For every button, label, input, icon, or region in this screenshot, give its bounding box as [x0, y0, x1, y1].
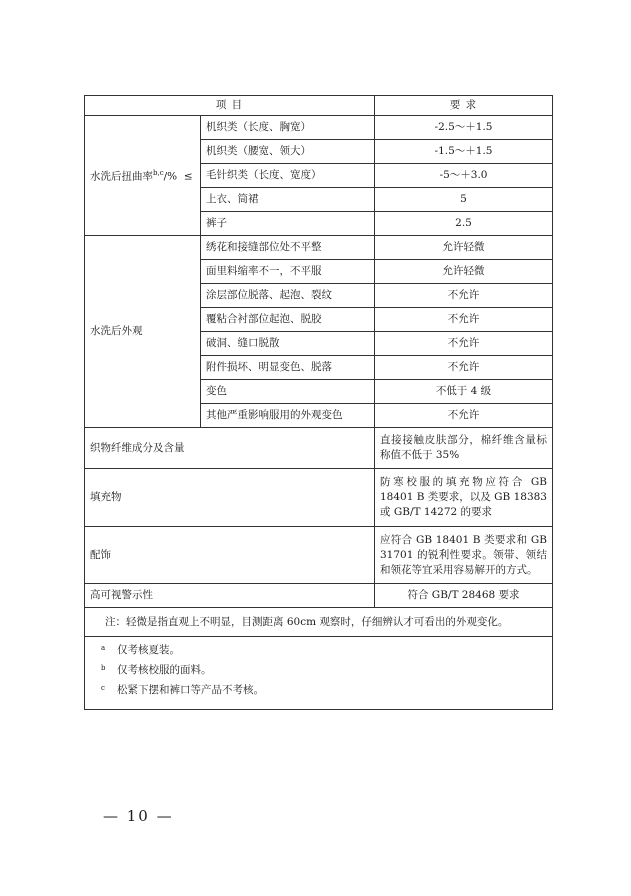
table-header-row — [85, 96, 553, 116]
row-value: 不允许 — [375, 284, 553, 308]
footnote — [101, 643, 542, 663]
requirements-table — [84, 95, 553, 710]
row-value: 不允许 — [375, 404, 553, 428]
table-row — [85, 236, 553, 260]
row-item: 面里料缩率不一，不平服 — [201, 260, 375, 284]
filling-item: 填充物 — [85, 469, 375, 527]
row-value: -2.5～＋1.5 — [375, 116, 553, 140]
row-value: 不允许 — [375, 356, 553, 380]
row-value: -5～＋3.0 — [375, 164, 553, 188]
distortion-label: 水洗后扭曲率$^{b,c}$/% ≤ — [85, 116, 201, 236]
visibility-value: 符合 GB/T 28468 要求 — [375, 584, 553, 608]
footnote-mark: b — [101, 664, 106, 672]
row-value: 允许轻微 — [375, 260, 553, 284]
visibility-item: 高可视警示性 — [85, 584, 375, 608]
row-item: 破洞、缝口脱散 — [201, 332, 375, 356]
row-value: 不允许 — [375, 308, 553, 332]
row-item: 上衣、筒裙 — [201, 188, 375, 212]
row-item: 涂层部位脱落、起泡、裂纹 — [201, 284, 375, 308]
footnote-mark: c — [101, 684, 105, 692]
footnotes — [85, 637, 553, 710]
row-item: 机织类（腰宽、领大） — [201, 140, 375, 164]
footnote-text: 松紧下摆和裤口等产品不考核。 — [117, 684, 264, 696]
footnotes-row — [85, 637, 553, 710]
table-row — [85, 469, 553, 527]
fiber-value: 直接接触皮肤部分，棉纤维含量标称值不低于 35% — [375, 428, 553, 469]
header-requirement: 要 求 — [375, 96, 553, 116]
row-value: 不低于 4 级 — [375, 380, 553, 404]
row-item: 附件损坏、明显变色、脱落 — [201, 356, 375, 380]
footnote — [101, 683, 542, 703]
accessories-item: 配饰 — [85, 527, 375, 584]
footnote-mark: a — [101, 644, 106, 652]
header-item: 项 目 — [85, 96, 375, 116]
table-row — [85, 428, 553, 469]
row-item: 裤子 — [201, 212, 375, 236]
row-item: 绣花和接缝部位处不平整 — [201, 236, 375, 260]
row-item: 变色 — [201, 380, 375, 404]
row-item: 覆粘合衬部位起泡、脱胶 — [201, 308, 375, 332]
appearance-label: 水洗后外观 — [85, 236, 201, 428]
filling-value: 防寒校服的填充物应符合 GB 18401 B 类要求，以及 GB 18383 或 GB/T 14272 的要求 — [375, 469, 553, 527]
row-value: 不允许 — [375, 332, 553, 356]
row-item: 毛针织类（长度、宽度） — [201, 164, 375, 188]
footnote-text: 仅考核校服的面料。 — [117, 664, 212, 676]
row-value: -1.5～＋1.5 — [375, 140, 553, 164]
note-row — [85, 608, 553, 637]
row-item: 其他严重影响服用的外观变色 — [201, 404, 375, 428]
fiber-item: 织物纤维成分及含量 — [85, 428, 375, 469]
accessories-value: 应符合 GB 18401 B 类要求和 GB 31701 的锐利性要求。领带、领结和领花等宜采用容易解开的方式。 — [375, 527, 553, 584]
row-item: 机织类（长度、胸宽） — [201, 116, 375, 140]
table-note: 注：轻微是指直观上不明显，目测距离 60cm 观察时，仔细辨认才可看出的外观变化。 — [85, 608, 553, 637]
page-number: — 10 — — [103, 807, 174, 825]
footnote-text: 仅考核夏装。 — [117, 644, 180, 656]
table-row — [85, 116, 553, 140]
footnote — [101, 663, 542, 683]
row-value: 允许轻微 — [375, 236, 553, 260]
row-value: 5 — [375, 188, 553, 212]
row-value: 2.5 — [375, 212, 553, 236]
table-row — [85, 527, 553, 584]
table-row — [85, 584, 553, 608]
